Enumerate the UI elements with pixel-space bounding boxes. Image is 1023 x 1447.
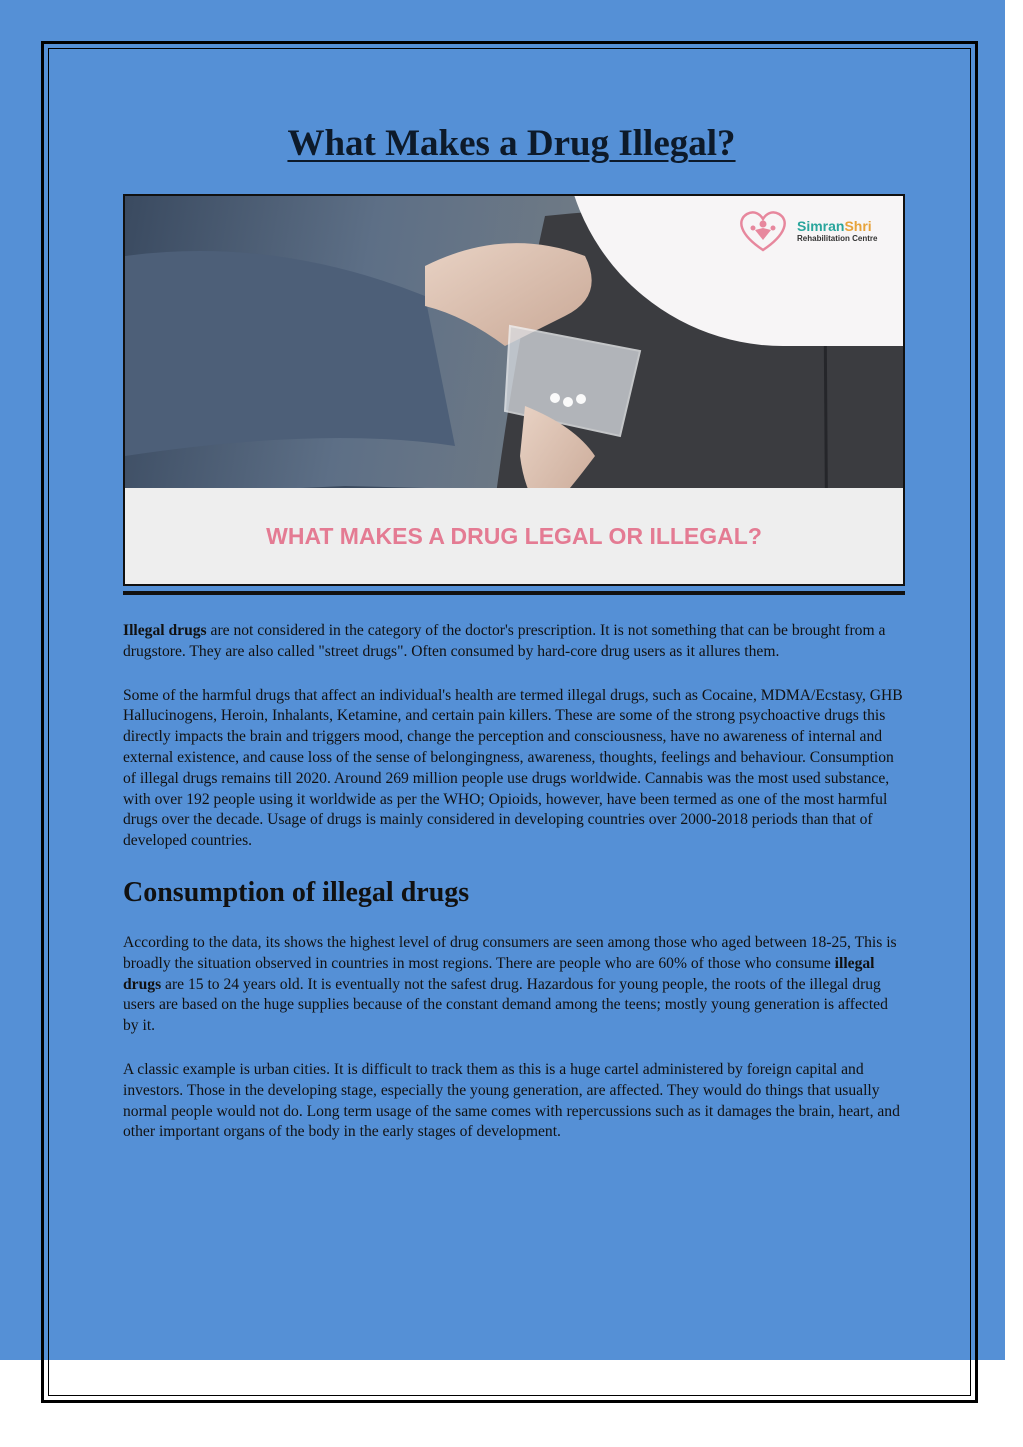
bold-term: Illegal drugs xyxy=(123,622,207,639)
paragraph-intro xyxy=(123,621,905,663)
logo-name xyxy=(797,218,877,234)
article-body xyxy=(123,621,905,1166)
clinic-logo xyxy=(735,206,877,254)
hero-image xyxy=(123,194,905,586)
image-divider xyxy=(123,591,905,595)
logo-name-primary: Simran xyxy=(797,217,845,234)
hero-banner-text: WHAT MAKES A DRUG LEGAL OR ILLEGAL? xyxy=(266,522,762,549)
bold-term: illegal drugs xyxy=(123,954,875,993)
paragraph-text: According to the data, its shows the highest level of drug consumers are seen among those who aged between 18-25, This is broadly the situation observed in countries in most regions. There are people who are 60% of those who consume xyxy=(123,933,897,972)
heart-people-logo-icon xyxy=(735,206,791,254)
section-heading: Consumption of illegal drugs xyxy=(123,876,470,908)
paragraph-harmful-drugs: Some of the harmful drugs that affect an individual's health are termed illegal drugs, such as Cocaine, MDMA/Ecstasy, GHB Hallucinogens, Heroin, Inhalants, Ketamine, and certain pain killers. These are some of the strong psychoactive drugs this directly impacts the brain and triggers mood, change the perception and consciousness, have no awareness of internal and external existence, and cause loss of the sense of belongingness, awareness, thoughts, feelings and behaviour. Consumption of illegal drugs remains till 2020. Around 269 million people use drugs worldwide. Cannabis was the most used substance, with over 192 people using it worldwide as per the WHO; Opioids, however, have been termed as one of the most harmful drugs over the decade. Usage of drugs is mainly considered in developing countries over 2000-2018 periods than that of developed countries. xyxy=(123,686,903,850)
logo-name-accent: Shri xyxy=(844,217,872,234)
page-title: What Makes a Drug Illegal? xyxy=(287,123,736,164)
paragraph-text: are 15 to 24 years old. It is eventually not the safest drug. Hazardous for young people, the roots of the illegal drug users are based on the huge supplies because of the constant demand among the teens; mostly young generation is affected by it. xyxy=(123,975,888,1035)
paragraph-urban-example: A classic example is urban cities. It is difficult to track them as this is a huge cartel administered by foreign capital and investors. Those in the developing stage, especially the young generation, are affected. They would do things that usually normal people would not do. Long term usage of the same comes with repercussions such as it damages the brain, heart, and other important organs of the body in the early stages of development. xyxy=(123,1060,900,1141)
paragraph-consumption xyxy=(123,933,905,1037)
logo-subtitle: Rehabilitation Centre xyxy=(797,233,878,243)
hero-banner xyxy=(125,488,903,584)
paragraph-text: are not considered in the category of the doctor's prescription. It is not something that can be brought from a drugstore. They are also called "street drugs". Often consumed by hard-core drug users as it allures them. xyxy=(123,622,886,660)
